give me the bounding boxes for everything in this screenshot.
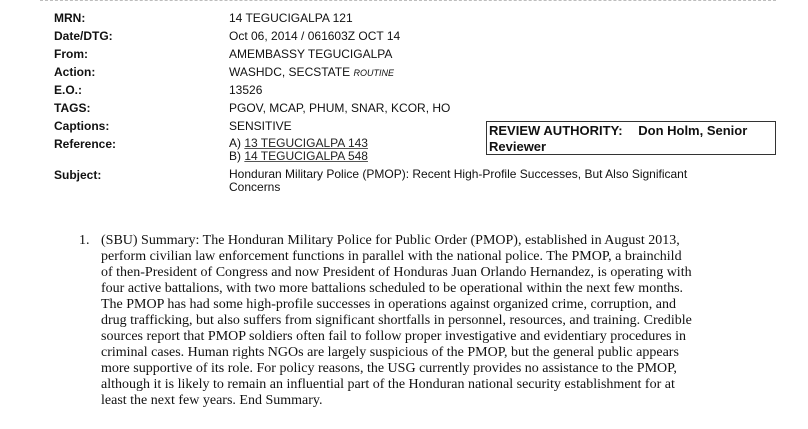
summary-line: least the next few years. End Summary. — [101, 393, 323, 408]
date-value: Oct 06, 2014 / 061603Z OCT 14 — [229, 29, 401, 43]
reference-prefix: A) — [229, 136, 241, 150]
mrn-value: 14 TEGUCIGALPA 121 — [229, 11, 353, 25]
summary-line: perform civilian law enforcement functions in parallel with the national police. The PMOP, a brainchild — [101, 249, 682, 264]
action-label: Action: — [54, 65, 96, 79]
reference-link[interactable]: 13 TEGUCIGALPA 143 — [244, 136, 368, 150]
eo-value: 13526 — [229, 83, 263, 97]
reference-label: Reference: — [54, 137, 117, 151]
eo-label: E.O.: — [54, 83, 83, 97]
mrn-label: MRN: — [54, 11, 86, 25]
reference-list — [229, 137, 368, 163]
captions-value: SENSITIVE — [229, 119, 292, 133]
review-authority-label: REVIEW AUTHORITY: — [489, 123, 623, 138]
date-label: Date/DTG: — [54, 29, 113, 43]
review-authority-role: Reviewer — [489, 139, 547, 154]
top-divider — [40, 0, 776, 1]
action-value — [229, 65, 394, 80]
tags-label: TAGS: — [54, 101, 91, 115]
from-value: AMEMBASSY TEGUCIGALPA — [229, 47, 393, 61]
review-authority-line — [489, 123, 773, 139]
summary-line: drug trafficking, but also suffers from significant shortfalls in personnel, resources, and training. Credible — [101, 313, 692, 328]
review-authority-box — [486, 121, 776, 155]
reference-link[interactable]: 14 TEGUCIGALPA 548 — [244, 149, 368, 163]
reference-prefix: B) — [229, 149, 241, 163]
summary-paragraph — [101, 233, 737, 409]
summary-line: of then-President of Congress and now President of Honduras Juan Orlando Hernandez, is operating with — [101, 265, 692, 280]
reference-item — [229, 150, 368, 163]
summary-line: sources report that PMOP soldiers often fail to follow proper investigative and evidentiary procedures in — [101, 329, 686, 344]
summary-line: (SBU) Summary: The Honduran Military Police for Public Order (PMOP), established in August 2013, — [101, 233, 680, 248]
action-priority: ROUTINE — [353, 68, 394, 78]
summary-line: The PMOP has had some high-profile successes in operations against organized crime, corruption, and — [101, 297, 677, 312]
summary-line: four active battalions, with two more battalions scheduled to be operational within the next few months. — [101, 281, 684, 296]
review-authority-name: Don Holm, Senior — [638, 123, 748, 138]
summary-line: more supportive of its role. For policy reasons, the USG currently provides no assistance to the PMOP, — [101, 361, 677, 376]
captions-label: Captions: — [54, 119, 110, 133]
action-recipient: WASHDC, SECSTATE — [229, 65, 351, 79]
summary-line: criminal cases. Human rights NGOs are largely suspicious of the PMOP, but the general public appears — [101, 345, 679, 360]
summary-line: although it is likely to remain an influential part of the Honduran national security establishment for at — [101, 377, 675, 392]
subject-label: Subject: — [54, 168, 102, 182]
subject-value: Honduran Military Police (PMOP): Recent High-Profile Successes, But Also Significant Concerns — [229, 167, 688, 194]
from-label: From: — [54, 47, 88, 61]
paragraph-number: 1. — [79, 233, 90, 248]
tags-value: PGOV, MCAP, PHUM, SNAR, KCOR, HO — [229, 101, 451, 115]
